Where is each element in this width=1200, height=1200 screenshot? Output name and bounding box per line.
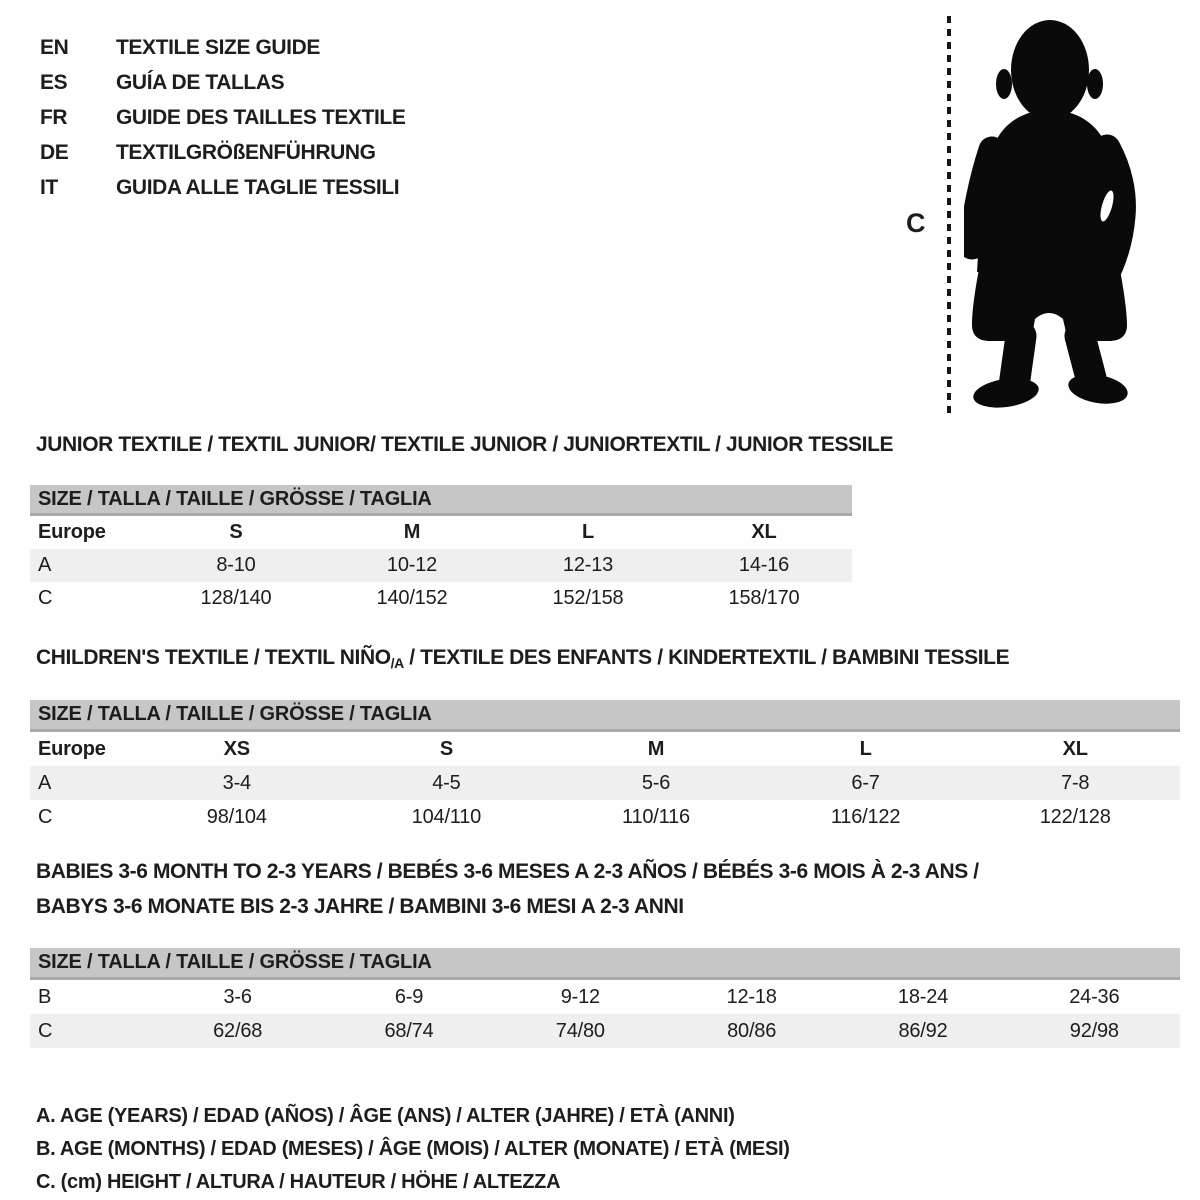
lang-code: DE [40,141,69,164]
table-row-height [30,1014,1180,1048]
value-cell: 12-13 [562,554,614,576]
table-row-height [30,582,852,615]
table-row-age-years [30,549,852,582]
row-label: B [38,985,52,1008]
value-cell: 10-12 [386,554,438,576]
lang-row-fr [40,100,405,135]
value-cell: 158/170 [728,587,800,609]
size-cell: XS [223,737,250,760]
value-cell: 110/116 [622,805,690,828]
legend-line-b: B. AGE (MONTHS) / EDAD (MESES) / ÂGE (MOIS) / ALTER (MONATE) / ETÀ (MESI) [36,1138,790,1160]
size-cell: M [647,737,665,760]
children-size-table [30,700,1180,834]
value-cell: 9-12 [560,985,600,1008]
size-header-label: SIZE / TALLA / TAILLE / GRÖSSE / TAGLIA [38,703,432,725]
value-cell: 7-8 [1061,771,1090,794]
size-header-bar [30,948,1180,980]
value-cell: 68/74 [384,1019,434,1042]
size-cell: S [439,737,453,760]
babies-size-table [30,948,1180,1048]
lang-label: TEXTILE SIZE GUIDE [116,36,320,59]
value-cell: 152/158 [552,587,624,609]
value-cell: 92/98 [1069,1019,1119,1042]
lang-code: EN [40,36,69,59]
lang-code: IT [40,176,58,199]
row-label: C [38,1019,53,1042]
value-cell: 80/86 [727,1019,777,1042]
junior-size-table [30,485,852,615]
table-row-sizes [30,516,852,549]
lang-row-es [40,65,405,100]
value-cell: 24-36 [1069,985,1120,1008]
value-cell: 62/68 [213,1019,263,1042]
value-cell: 14-16 [738,554,790,576]
table-row-sizes [30,732,1180,766]
value-cell: 122/128 [1039,805,1111,828]
row-label: Europe [38,521,106,543]
value-cell: 98/104 [206,805,267,828]
value-cell: 12-18 [726,985,777,1008]
title-subscript: /A [390,655,404,671]
size-cell: L [859,737,872,760]
babies-section-title-line1: BABIES 3-6 MONTH TO 2-3 YEARS / BEBÉS 3-6 MESES A 2-3 AÑOS / BÉBÉS 3-6 MOIS À 2-3 ANS / [36,860,979,883]
children-section-title [36,646,1009,670]
size-header-bar [30,700,1180,732]
lang-row-en [40,30,405,65]
lang-row-de [40,135,405,170]
row-label: A [38,771,52,794]
table-row-height [30,800,1180,834]
value-cell: 128/140 [200,587,272,609]
size-cell: XL [1062,737,1088,760]
size-header-label: SIZE / TALLA / TAILLE / GRÖSSE / TAGLIA [38,951,432,973]
lang-label: TEXTILGRÖßENFÜHRUNG [116,141,376,164]
size-cell: S [229,521,243,543]
value-cell: 140/152 [376,587,448,609]
value-cell: 86/92 [898,1019,948,1042]
lang-code: ES [40,71,68,94]
value-cell: 6-9 [394,985,424,1008]
babies-section-title-line2: BABYS 3-6 MONATE BIS 2-3 JAHRE / BAMBINI 3-6 MESI A 2-3 ANNI [36,895,684,918]
row-label: A [38,554,52,576]
value-cell: 74/80 [555,1019,605,1042]
lang-label: GUÍA DE TALLAS [116,71,285,94]
row-label: Europe [38,737,106,760]
title-text: CHILDREN'S TEXTILE / TEXTIL NIÑO [36,646,391,669]
value-cell: 6-7 [851,771,880,794]
toddler-silhouette-image [964,18,1136,414]
lang-code: FR [40,106,68,129]
size-cell: L [581,521,595,543]
value-cell: 4-5 [432,771,461,794]
lang-label: GUIDE DES TAILLES TEXTILE [116,106,406,129]
size-cell: M [403,521,421,543]
size-cell: XL [751,521,777,543]
legend-line-a: A. AGE (YEARS) / EDAD (AÑOS) / ÂGE (ANS) / ALTER (JAHRE) / ETÀ (ANNI) [36,1105,735,1127]
table-row-age-years [30,766,1180,800]
junior-section-title: JUNIOR TEXTILE / TEXTIL JUNIOR/ TEXTILE JUNIOR / JUNIORTEXTIL / JUNIOR TESSILE [36,433,894,456]
language-title-list [40,30,405,205]
title-text: / TEXTILE DES ENFANTS / KINDERTEXTIL / BAMBINI TESSILE [403,646,1010,669]
lang-label: GUIDA ALLE TAGLIE TESSILI [116,176,400,199]
measurement-legend [36,1100,790,1199]
value-cell: 8-10 [216,554,256,576]
size-header-label: SIZE / TALLA / TAILLE / GRÖSSE / TAGLIA [38,487,432,510]
row-label: C [38,587,53,609]
value-cell: 18-24 [897,985,949,1008]
value-cell: 5-6 [641,771,671,794]
table-row-age-months [30,980,1180,1014]
value-cell: 3-6 [223,985,252,1008]
value-cell: 3-4 [222,771,251,794]
size-header-bar [30,485,852,516]
value-cell: 104/110 [411,805,482,828]
lang-row-it [40,170,405,205]
legend-line-c: C. (cm) HEIGHT / ALTURA / HAUTEUR / HÖHE / ALTEZZA [36,1171,561,1193]
height-measure-label: C [906,208,926,238]
row-label: C [38,805,53,828]
value-cell: 116/122 [830,805,901,828]
height-measure-dashed-line [947,16,951,414]
